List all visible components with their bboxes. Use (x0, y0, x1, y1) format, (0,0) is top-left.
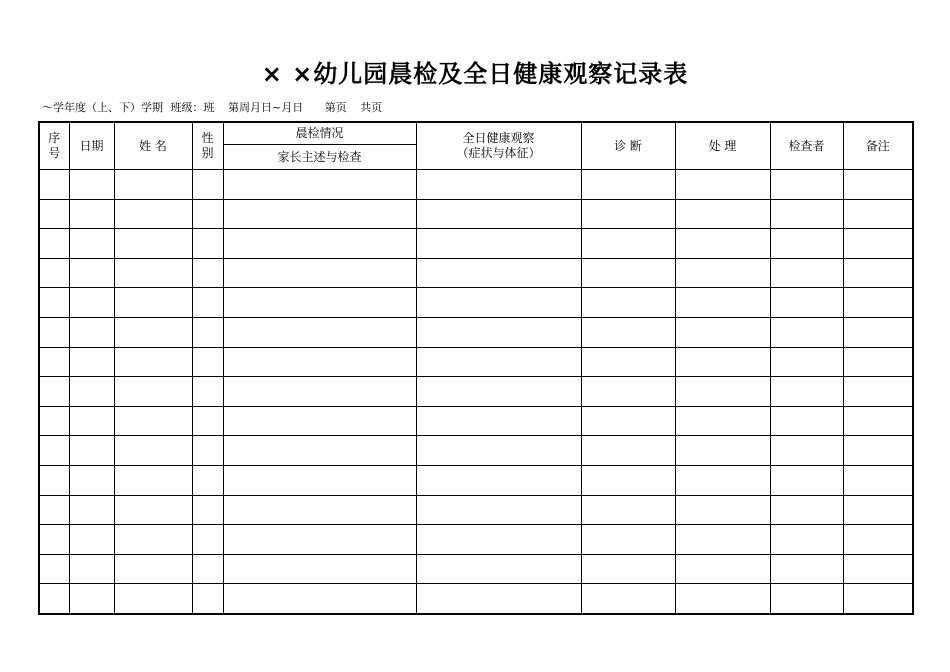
cell-gender[interactable] (192, 584, 223, 614)
cell-inspector[interactable] (770, 406, 843, 436)
table-row (39, 406, 913, 436)
total-pages-label: 共页 (360, 101, 383, 114)
cell-seq[interactable] (39, 584, 69, 614)
cell-inspector[interactable] (770, 170, 843, 200)
cell-name[interactable] (114, 525, 192, 555)
cell-treatment[interactable] (675, 317, 770, 347)
cell-diagnosis[interactable] (581, 377, 675, 407)
header-seq (39, 122, 69, 170)
cell-name[interactable] (114, 495, 192, 525)
cell-diagnosis[interactable] (581, 170, 675, 200)
cell-parent-statement[interactable] (223, 347, 416, 377)
cell-treatment[interactable] (675, 584, 770, 614)
cell-treatment[interactable] (675, 377, 770, 407)
cell-gender[interactable] (192, 258, 223, 288)
cell-parent-statement[interactable] (223, 495, 416, 525)
table-row (39, 465, 913, 495)
page-label: 第页 (324, 101, 347, 114)
cell-name[interactable] (114, 229, 192, 259)
table-row (39, 199, 913, 229)
cell-observation[interactable] (416, 258, 581, 288)
cell-observation[interactable] (416, 406, 581, 436)
health-record-table (38, 121, 914, 615)
cell-treatment[interactable] (675, 199, 770, 229)
cell-remarks[interactable] (843, 170, 913, 200)
cell-date[interactable] (69, 525, 114, 555)
cell-remarks[interactable] (843, 465, 913, 495)
cell-seq[interactable] (39, 258, 69, 288)
cell-remarks[interactable] (843, 317, 913, 347)
cell-seq[interactable] (39, 377, 69, 407)
cell-remarks[interactable] (843, 584, 913, 614)
cell-treatment[interactable] (675, 258, 770, 288)
header-observation (416, 122, 581, 170)
cell-parent-statement[interactable] (223, 554, 416, 584)
cell-date[interactable] (69, 495, 114, 525)
cell-treatment[interactable] (675, 229, 770, 259)
cell-diagnosis[interactable] (581, 436, 675, 466)
cell-remarks[interactable] (843, 229, 913, 259)
header-inspector: 检查者 (770, 122, 843, 170)
header-gender-top: 性 (201, 131, 214, 145)
cell-inspector[interactable] (770, 377, 843, 407)
cell-observation[interactable] (416, 170, 581, 200)
cell-observation[interactable] (416, 288, 581, 318)
cell-date[interactable] (69, 465, 114, 495)
cell-name[interactable] (114, 288, 192, 318)
cell-observation[interactable] (416, 199, 581, 229)
cell-gender[interactable] (192, 199, 223, 229)
cell-date[interactable] (69, 229, 114, 259)
cell-diagnosis[interactable] (581, 288, 675, 318)
cell-seq[interactable] (39, 554, 69, 584)
cell-inspector[interactable] (770, 258, 843, 288)
cell-diagnosis[interactable] (581, 584, 675, 614)
cell-inspector[interactable] (770, 525, 843, 555)
cell-remarks[interactable] (843, 258, 913, 288)
cell-gender[interactable] (192, 347, 223, 377)
header-gender-bottom: 别 (201, 146, 214, 160)
cell-remarks[interactable] (843, 199, 913, 229)
cell-observation[interactable] (416, 436, 581, 466)
cell-gender[interactable] (192, 406, 223, 436)
table-row (39, 317, 913, 347)
cell-gender[interactable] (192, 525, 223, 555)
cell-gender[interactable] (192, 288, 223, 318)
header-info-line (42, 99, 386, 115)
cell-seq[interactable] (39, 170, 69, 200)
header-morning-check: 晨检情况 (223, 122, 416, 145)
cell-date[interactable] (69, 258, 114, 288)
cell-inspector[interactable] (770, 317, 843, 347)
cell-remarks[interactable] (843, 377, 913, 407)
cell-treatment[interactable] (675, 495, 770, 525)
cell-seq[interactable] (39, 436, 69, 466)
table-row (39, 436, 913, 466)
cell-name[interactable] (114, 199, 192, 229)
cell-date[interactable] (69, 406, 114, 436)
table-row (39, 170, 913, 200)
cell-parent-statement[interactable] (223, 584, 416, 614)
cell-treatment[interactable] (675, 436, 770, 466)
cell-name[interactable] (114, 465, 192, 495)
cell-diagnosis[interactable] (581, 554, 675, 584)
cell-parent-statement[interactable] (223, 229, 416, 259)
cell-diagnosis[interactable] (581, 229, 675, 259)
cell-name[interactable] (114, 317, 192, 347)
cell-parent-statement[interactable] (223, 525, 416, 555)
cell-seq[interactable] (39, 465, 69, 495)
cell-gender[interactable] (192, 377, 223, 407)
header-seq-top: 序 (48, 131, 61, 145)
cell-name[interactable] (114, 170, 192, 200)
cell-remarks[interactable] (843, 554, 913, 584)
cell-observation[interactable] (416, 317, 581, 347)
header-remarks: 备注 (843, 122, 913, 170)
cell-remarks[interactable] (843, 436, 913, 466)
cell-date[interactable] (69, 288, 114, 318)
cell-parent-statement[interactable] (223, 317, 416, 347)
cell-parent-statement[interactable] (223, 170, 416, 200)
table-row (39, 377, 913, 407)
cell-gender[interactable] (192, 495, 223, 525)
cell-name[interactable] (114, 436, 192, 466)
cell-seq[interactable] (39, 525, 69, 555)
cell-parent-statement[interactable] (223, 436, 416, 466)
cell-seq[interactable] (39, 229, 69, 259)
cell-diagnosis[interactable] (581, 317, 675, 347)
cell-treatment[interactable] (675, 406, 770, 436)
cell-inspector[interactable] (770, 288, 843, 318)
cell-diagnosis[interactable] (581, 465, 675, 495)
header-gender (192, 122, 223, 170)
cell-seq[interactable] (39, 199, 69, 229)
table-row (39, 288, 913, 318)
table-row (39, 525, 913, 555)
cell-remarks[interactable] (843, 525, 913, 555)
table-row (39, 258, 913, 288)
header-seq-bottom: 号 (48, 146, 61, 160)
cell-remarks[interactable] (843, 347, 913, 377)
cell-treatment[interactable] (675, 554, 770, 584)
header-parent-statement: 家长主述与检查 (223, 145, 416, 170)
cell-parent-statement[interactable] (223, 377, 416, 407)
class-label: 班级：班 (170, 101, 215, 114)
cell-gender[interactable] (192, 317, 223, 347)
cell-name[interactable] (114, 377, 192, 407)
cell-remarks[interactable] (843, 406, 913, 436)
cell-seq[interactable] (39, 288, 69, 318)
cell-inspector[interactable] (770, 229, 843, 259)
cell-name[interactable] (114, 406, 192, 436)
cell-observation[interactable] (416, 495, 581, 525)
cell-date[interactable] (69, 170, 114, 200)
table-row (39, 584, 913, 614)
cell-parent-statement[interactable] (223, 258, 416, 288)
cell-diagnosis[interactable] (581, 495, 675, 525)
document-title: × ×幼儿园晨检及全日健康观察记录表 (261, 60, 689, 88)
cell-parent-statement[interactable] (223, 406, 416, 436)
cell-name[interactable] (114, 258, 192, 288)
cell-treatment[interactable] (675, 347, 770, 377)
cell-diagnosis[interactable] (581, 347, 675, 377)
cell-observation[interactable] (416, 465, 581, 495)
cell-diagnosis[interactable] (581, 199, 675, 229)
cell-gender[interactable] (192, 170, 223, 200)
cell-inspector[interactable] (770, 554, 843, 584)
cell-parent-statement[interactable] (223, 199, 416, 229)
cell-gender[interactable] (192, 436, 223, 466)
term-label: ～学年度（上、下）学期 (42, 101, 163, 114)
cell-date[interactable] (69, 377, 114, 407)
cell-name[interactable] (114, 347, 192, 377)
cell-observation[interactable] (416, 229, 581, 259)
header-date: 日期 (69, 122, 114, 170)
header-observation-top: 全日健康观察 (462, 131, 535, 145)
cell-date[interactable] (69, 436, 114, 466)
cell-date[interactable] (69, 347, 114, 377)
cell-diagnosis[interactable] (581, 258, 675, 288)
cell-date[interactable] (69, 554, 114, 584)
table-row (39, 495, 913, 525)
cell-date[interactable] (69, 584, 114, 614)
cell-treatment[interactable] (675, 525, 770, 555)
cell-name[interactable] (114, 554, 192, 584)
header-treatment: 处 理 (675, 122, 770, 170)
cell-treatment[interactable] (675, 465, 770, 495)
cell-remarks[interactable] (843, 495, 913, 525)
cell-seq[interactable] (39, 317, 69, 347)
cell-remarks[interactable] (843, 288, 913, 318)
week-label: 第周月日~月日 (228, 101, 304, 114)
cell-gender[interactable] (192, 465, 223, 495)
cell-name[interactable] (114, 584, 192, 614)
cell-treatment[interactable] (675, 288, 770, 318)
cell-observation[interactable] (416, 525, 581, 555)
cell-diagnosis[interactable] (581, 525, 675, 555)
cell-date[interactable] (69, 199, 114, 229)
cell-inspector[interactable] (770, 465, 843, 495)
cell-treatment[interactable] (675, 170, 770, 200)
header-row-1 (39, 122, 913, 145)
cell-observation[interactable] (416, 554, 581, 584)
table-row (39, 229, 913, 259)
cell-inspector[interactable] (770, 436, 843, 466)
cell-diagnosis[interactable] (581, 406, 675, 436)
cell-gender[interactable] (192, 554, 223, 584)
header-diagnosis: 诊 断 (581, 122, 675, 170)
cell-inspector[interactable] (770, 584, 843, 614)
cell-observation[interactable] (416, 584, 581, 614)
cell-seq[interactable] (39, 406, 69, 436)
cell-gender[interactable] (192, 229, 223, 259)
cell-inspector[interactable] (770, 495, 843, 525)
record-body (39, 170, 913, 614)
cell-observation[interactable] (416, 347, 581, 377)
cell-inspector[interactable] (770, 347, 843, 377)
header-observation-bottom: （症状与体征） (456, 146, 541, 160)
table-row (39, 347, 913, 377)
cell-inspector[interactable] (770, 199, 843, 229)
cell-date[interactable] (69, 317, 114, 347)
cell-seq[interactable] (39, 495, 69, 525)
cell-seq[interactable] (39, 347, 69, 377)
header-name: 姓 名 (114, 122, 192, 170)
cell-observation[interactable] (416, 377, 581, 407)
table-row (39, 554, 913, 584)
cell-parent-statement[interactable] (223, 465, 416, 495)
cell-parent-statement[interactable] (223, 288, 416, 318)
